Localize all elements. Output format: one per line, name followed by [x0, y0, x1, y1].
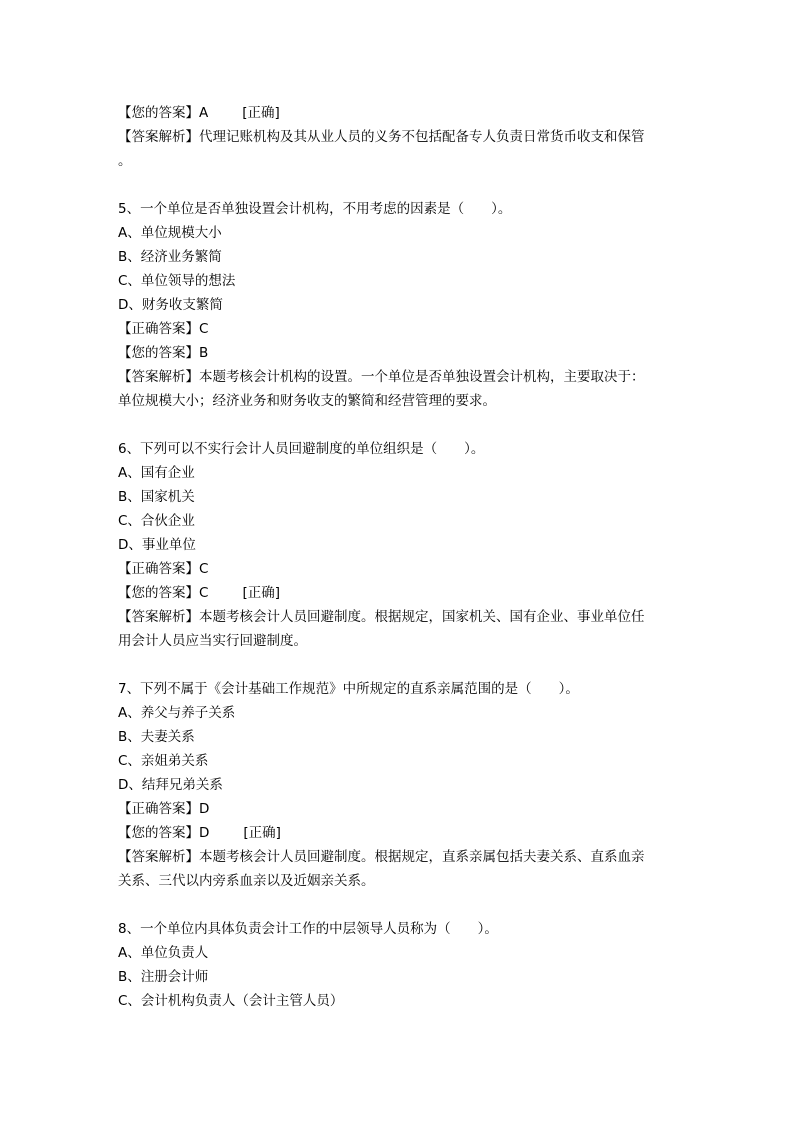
q7-option-d: D、结拜兄弟关系: [118, 777, 223, 793]
q8-stem: 8、一个单位内具体负责会计工作的中层领导人员称为（ ）。: [118, 921, 498, 937]
q4-your-answer-label: 【您的答案】A: [118, 105, 209, 121]
q4-your-answer: [118, 101, 678, 125]
q7-option-b: B、夫妻关系: [118, 729, 195, 745]
q6-option-a: A、国有企业: [118, 465, 195, 481]
q6-your-answer-note: [正确]: [242, 585, 280, 601]
q6-your-answer: [118, 581, 678, 605]
q5-correct-answer: 【正确答案】C: [118, 321, 209, 337]
q5-stem: 5、一个单位是否单独设置会计机构，不用考虑的因素是（ ）。: [118, 201, 512, 217]
q4-analysis: [118, 125, 678, 149]
q5-option-c: C、单位领导的想法: [118, 273, 236, 289]
spacer: [118, 413, 678, 437]
q6-correct-answer: 【正确答案】C: [118, 561, 209, 577]
q8-option-b: B、注册会计师: [118, 969, 209, 985]
q7-correct-answer: 【正确答案】D: [118, 801, 210, 817]
spacer: [118, 653, 678, 677]
q5-option-d: D、财务收支繁简: [118, 297, 223, 313]
q7-your-answer-label: 【您的答案】D: [118, 825, 210, 841]
q6-your-answer-label: 【您的答案】C: [118, 585, 209, 601]
q5-analysis-line2: 单位规模大小；经济业务和财务收支的繁简和经营管理的要求。: [118, 393, 496, 409]
q5-your-answer: 【您的答案】B: [118, 345, 209, 361]
q7-analysis-line1: 【答案解析】本题考核会计人员回避制度。根据规定，直系亲属包括夫妻关系、直系血亲: [118, 849, 645, 865]
q4-analysis-text: 代理记账机构及其从业人员的义务不包括配备专人负责日常货币收支和保管: [199, 129, 645, 145]
q7-your-answer-note: [正确]: [243, 825, 281, 841]
q6-analysis-line2: 用会计人员应当实行回避制度。: [118, 633, 307, 649]
q4-your-answer-note: [正确]: [242, 105, 280, 121]
q8-option-a: A、单位负责人: [118, 945, 209, 961]
q7-your-answer: [118, 821, 678, 845]
spacer: [118, 893, 678, 917]
q6-option-c: C、合伙企业: [118, 513, 195, 529]
q6-option-d: D、事业单位: [118, 537, 196, 553]
q7-option-a: A、养父与养子关系: [118, 705, 236, 721]
q7-option-c: C、亲姐弟关系: [118, 753, 209, 769]
q5-analysis-line1: 【答案解析】本题考核会计机构的设置。一个单位是否单独设置会计机构，主要取决于：: [118, 369, 645, 385]
q4-analysis-label: 【答案解析】: [118, 129, 199, 145]
q7-stem: 7、下列不属于《会计基础工作规范》中所规定的直系亲属范围的是（ ）。: [118, 681, 579, 697]
q7-analysis-line2: 关系、三代以内旁系血亲以及近姻亲关系。: [118, 873, 375, 889]
q8-option-c: C、会计机构负责人（会计主管人员）: [118, 993, 344, 1009]
document-content: [118, 101, 678, 1013]
q6-option-b: B、国家机关: [118, 489, 195, 505]
spacer: [118, 173, 678, 197]
q4-analysis-tail: 。: [118, 153, 132, 169]
q6-analysis-line1: 【答案解析】本题考核会计人员回避制度。根据规定，国家机关、国有企业、事业单位任: [118, 609, 645, 625]
q6-stem: 6、下列可以不实行会计人员回避制度的单位组织是（ ）。: [118, 441, 485, 457]
q5-option-a: A、单位规模大小: [118, 225, 222, 241]
q5-option-b: B、经济业务繁简: [118, 249, 222, 265]
